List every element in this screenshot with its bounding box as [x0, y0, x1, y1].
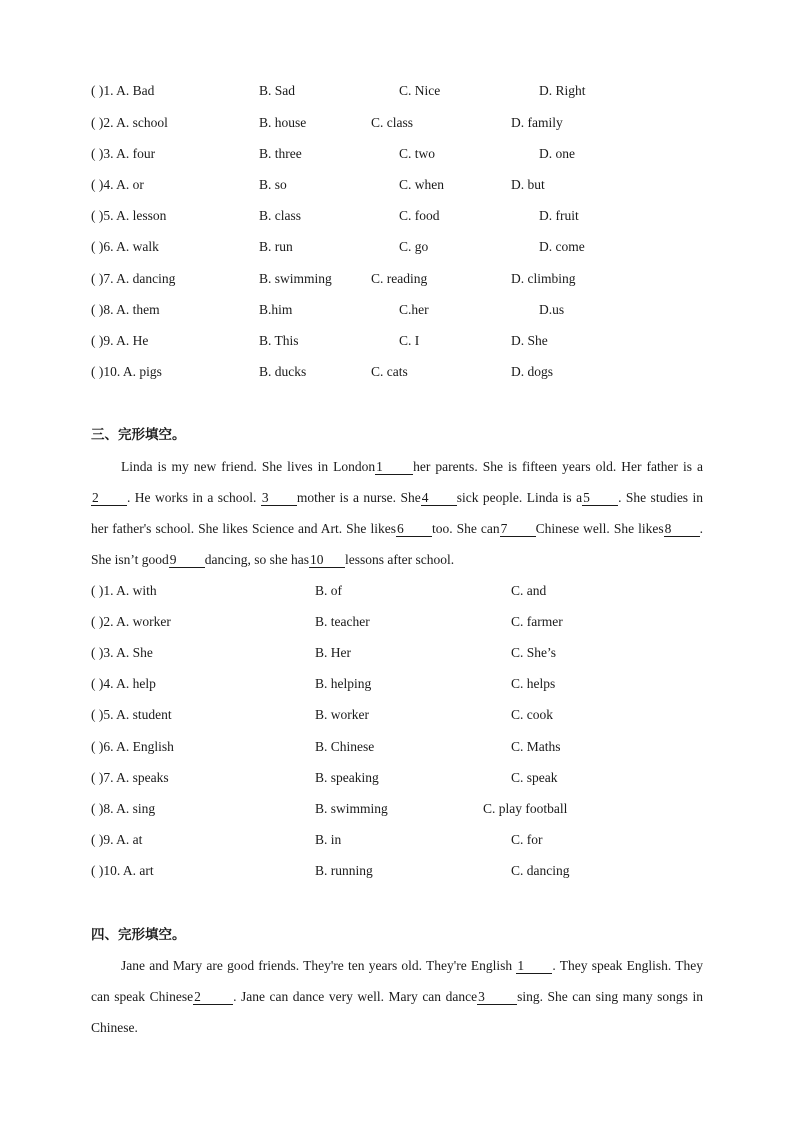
question-number-option-a: ( )5. A. lesson: [91, 208, 167, 223]
option-b: B. class: [259, 208, 301, 223]
passage-text: lessons after school.: [345, 552, 455, 567]
option-c: C. I: [399, 333, 420, 348]
option-b: B. Chinese: [315, 739, 375, 754]
passage-text: Chinese well. She likes: [535, 521, 664, 536]
option-c: C. Nice: [399, 83, 441, 98]
blank-2: 2: [91, 490, 127, 506]
question-number-option-a: ( )4. A. or: [91, 177, 144, 192]
blank-7: 7: [500, 521, 536, 537]
question-number-option-a: ( )2. A. school: [91, 115, 168, 130]
question-number-option-a: ( )4. A. help: [91, 676, 156, 691]
option-c: C. reading: [371, 271, 428, 286]
blank-1: 1: [375, 459, 413, 475]
passage-text: too. She can: [431, 521, 500, 536]
question-number-option-a: ( )5. A. student: [91, 707, 172, 722]
option-c: C. Maths: [511, 739, 561, 754]
option-c: C. when: [399, 177, 444, 192]
option-c: C. food: [399, 208, 440, 223]
passage-text: sick people. Linda is a: [456, 490, 583, 505]
question-number-option-a: ( )6. A. walk: [91, 239, 159, 254]
passage-text: sing. She can sing many songs in Chinese.: [91, 989, 703, 1035]
question-number-option-a: ( )6. A. English: [91, 739, 174, 754]
section4-passage: [91, 950, 703, 1043]
option-d: D. Right: [539, 83, 586, 98]
blank-1: 1: [516, 958, 552, 974]
passage-text: Jane and Mary are good friends. They're ten years old. They're English: [121, 958, 517, 973]
option-b: B. of: [315, 583, 342, 598]
option-b: B. Sad: [259, 83, 296, 98]
blank-5: 5: [582, 490, 618, 506]
option-d: D.us: [539, 302, 565, 317]
option-b: B. so: [259, 177, 287, 192]
option-d: D. dogs: [511, 364, 554, 379]
option-d: D. She: [511, 333, 548, 348]
option-c: C. She’s: [511, 645, 557, 660]
option-b: B. helping: [315, 676, 372, 691]
section4-heading: 四、完形填空。: [91, 927, 186, 943]
option-c: C.her: [399, 302, 429, 317]
section3-passage: [91, 451, 703, 575]
option-b: B.him: [259, 302, 293, 317]
question-number-option-a: ( )3. A. four: [91, 146, 156, 161]
passage-text: mother is a nurse. She: [296, 490, 421, 505]
option-d: D. come: [539, 239, 585, 254]
option-b: B. swimming: [315, 801, 388, 816]
option-b: B. This: [259, 333, 299, 348]
question-number-option-a: ( )1. A. Bad: [91, 83, 155, 98]
option-c: C. farmer: [511, 614, 563, 629]
option-b: B. house: [259, 115, 307, 130]
option-c: C. dancing: [511, 863, 570, 878]
passage-text: Linda is my new friend. She lives in London: [121, 459, 376, 474]
option-c: C. cook: [511, 707, 553, 722]
option-c: C. go: [399, 239, 429, 254]
blank-3: 3: [261, 490, 297, 506]
passage-text: . Jane can dance very well. Mary can dance: [233, 989, 478, 1004]
passage-text: . He works in a school.: [127, 490, 261, 505]
option-d: D. climbing: [511, 271, 576, 286]
option-c: C. helps: [511, 676, 556, 691]
option-d: D. family: [511, 115, 563, 130]
option-c: C. two: [399, 146, 436, 161]
blank-2: 2: [193, 989, 233, 1005]
question-number-option-a: ( )10. A. pigs: [91, 364, 162, 379]
section3-heading: 三、完形填空。: [91, 427, 186, 443]
option-b: B. worker: [315, 707, 369, 722]
option-b: B. in: [315, 832, 342, 847]
question-number-option-a: ( )9. A. at: [91, 832, 143, 847]
option-c: C. class: [371, 115, 413, 130]
blank-6: 6: [396, 521, 432, 537]
option-b: B. speaking: [315, 770, 379, 785]
option-b: B. teacher: [315, 614, 370, 629]
question-number-option-a: ( )8. A. sing: [91, 801, 156, 816]
option-c: C. for: [511, 832, 543, 847]
option-c: C. speak: [511, 770, 558, 785]
blank-9: 9: [169, 552, 205, 568]
option-d: D. fruit: [539, 208, 579, 223]
option-b: B. run: [259, 239, 293, 254]
question-number-option-a: ( )2. A. worker: [91, 614, 171, 629]
option-c: C. play football: [483, 801, 568, 816]
option-b: B. three: [259, 146, 302, 161]
question-number-option-a: ( )10. A. art: [91, 863, 154, 878]
blank-10: 10: [309, 552, 345, 568]
question-number-option-a: ( )8. A. them: [91, 302, 160, 317]
passage-text: . She studies in her father's school. She likes Science and Art. She likes: [91, 490, 703, 536]
passage-text: . They speak English. They can speak Chinese: [91, 958, 703, 1004]
passage-text: . She isn’t good: [91, 521, 703, 567]
option-b: B. Her: [315, 645, 351, 660]
option-c: C. and: [511, 583, 547, 598]
passage-text: dancing, so she has: [204, 552, 309, 567]
option-d: D. but: [511, 177, 545, 192]
blank-4: 4: [421, 490, 457, 506]
question-number-option-a: ( )7. A. speaks: [91, 770, 169, 785]
question-number-option-a: ( )9. A. He: [91, 333, 149, 348]
question-number-option-a: ( )1. A. with: [91, 583, 157, 598]
passage-text: her parents. She is fifteen years old. Her father is a: [413, 459, 703, 474]
blank-8: 8: [664, 521, 700, 537]
option-c: C. cats: [371, 364, 408, 379]
option-b: B. swimming: [259, 271, 332, 286]
option-d: D. one: [539, 146, 575, 161]
option-b: B. ducks: [259, 364, 307, 379]
question-number-option-a: ( )7. A. dancing: [91, 271, 176, 286]
blank-3: 3: [477, 989, 517, 1005]
option-b: B. running: [315, 863, 373, 878]
question-number-option-a: ( )3. A. She: [91, 645, 153, 660]
